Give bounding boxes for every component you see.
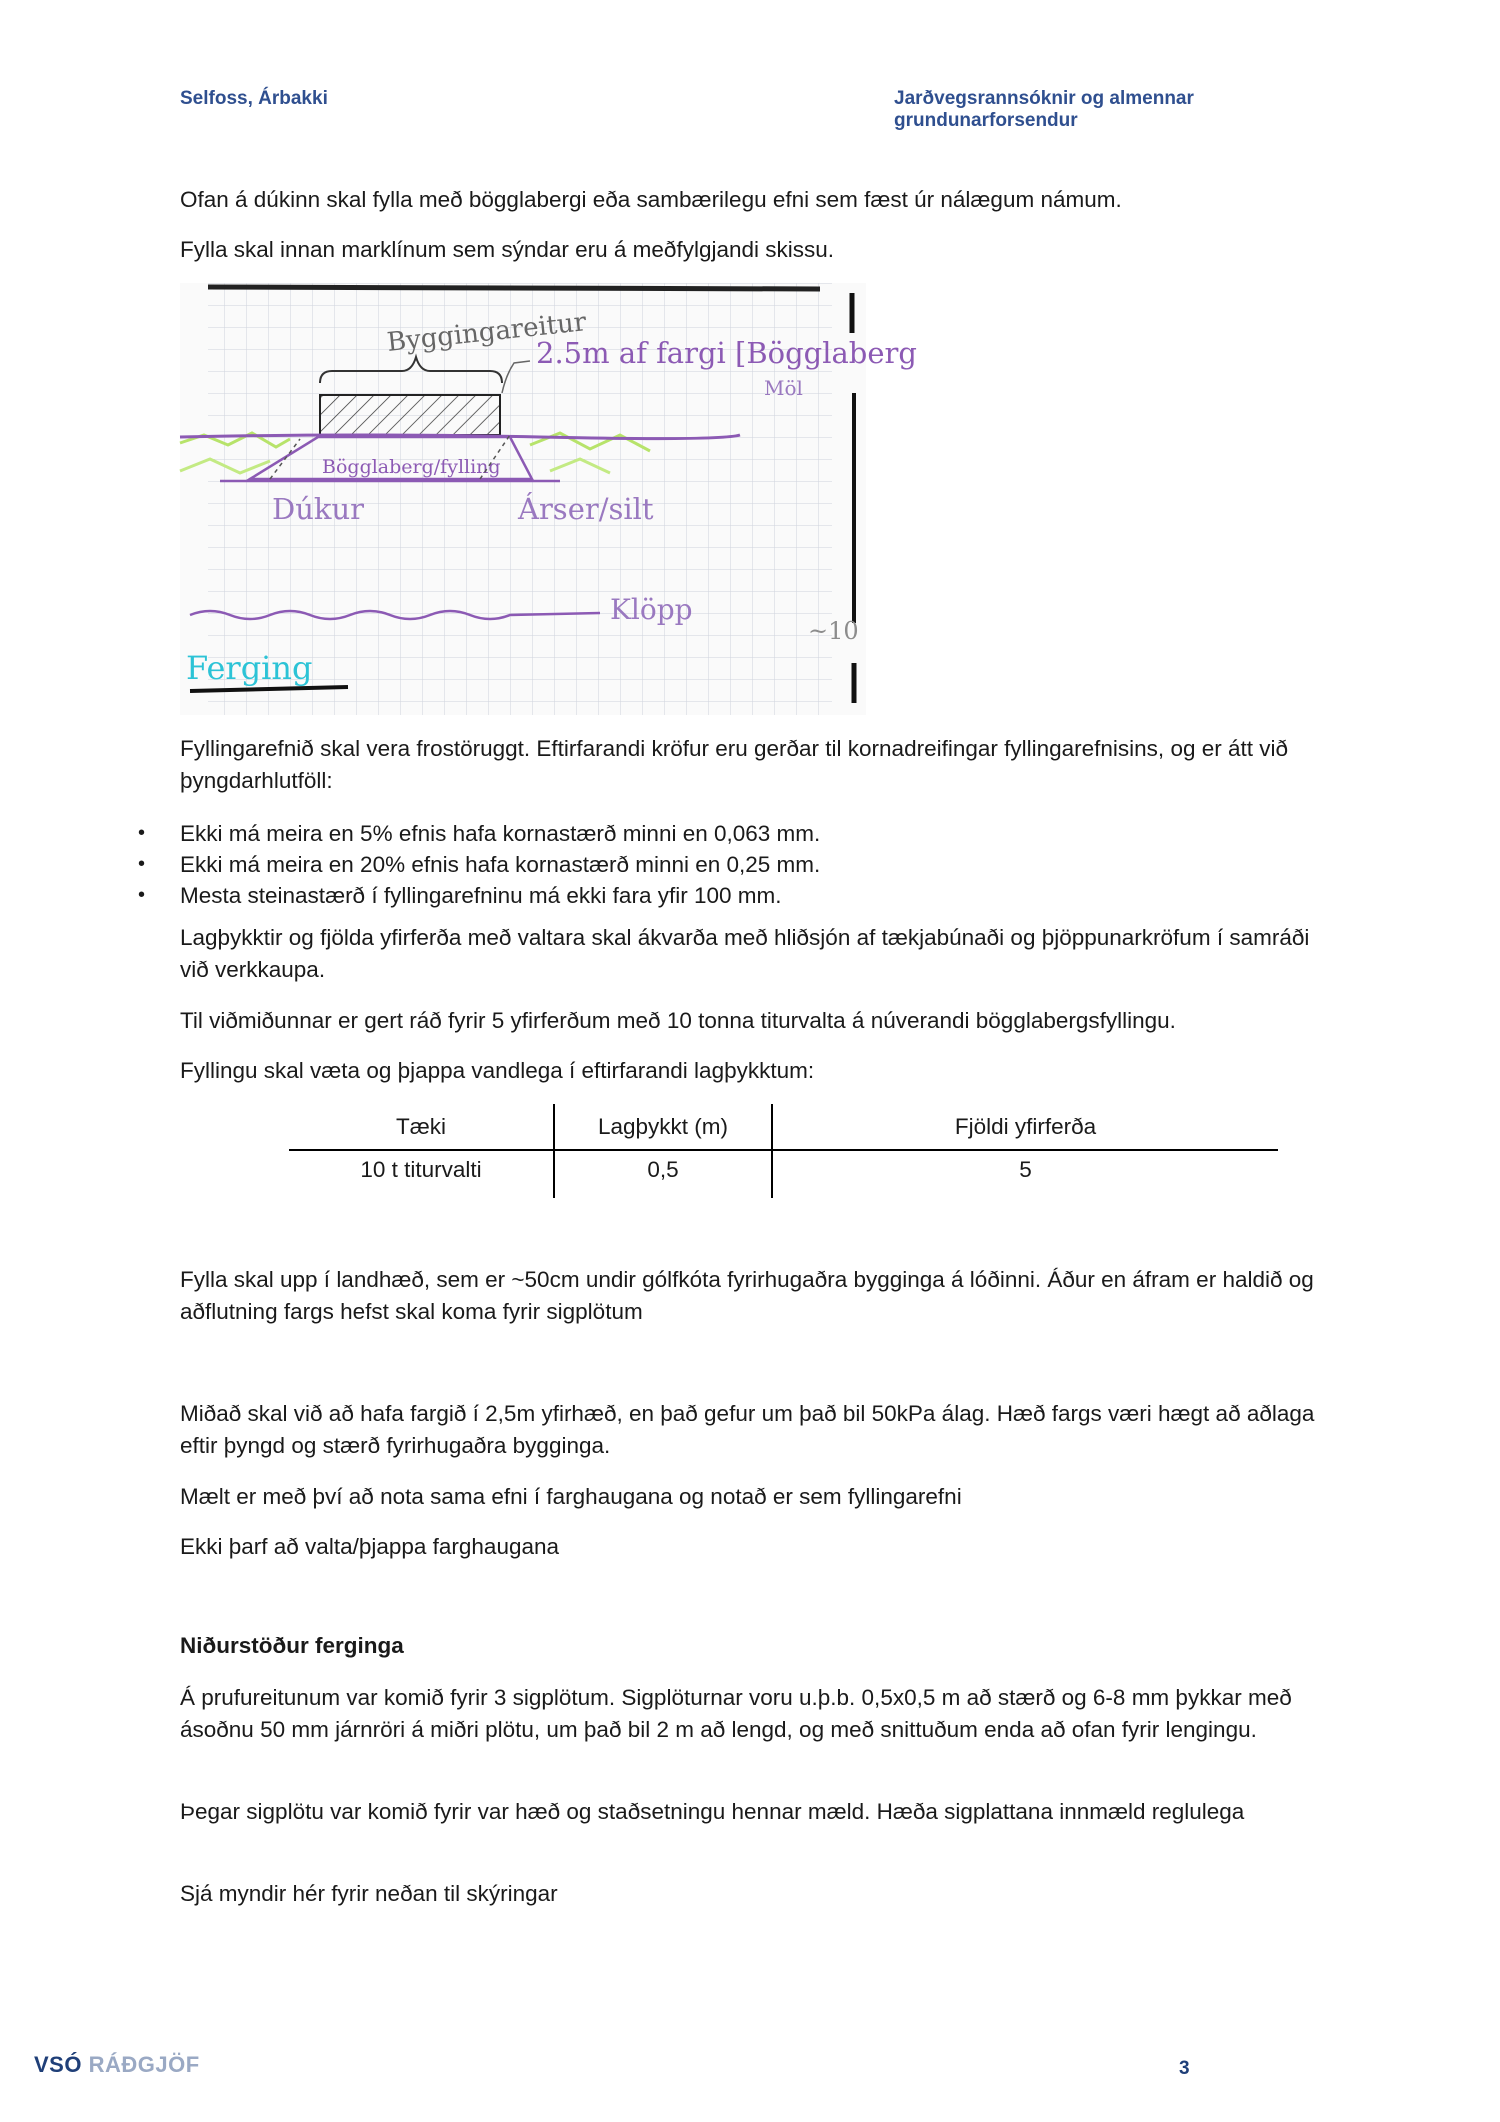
label-fill: Bögglaberg/fylling [322,456,501,478]
bullet-item-3: • Mesta steinastærð í fyllingarefninu má ekki fara yfir 100 mm. [180,880,781,911]
fill-sketch [180,283,917,715]
label-arser: Árser/silt [518,492,654,526]
table-header: Fjöldi yfirferða [772,1104,1278,1150]
logo-vso: VSÓ [34,2052,82,2077]
label-byggingareitur: Byggingareitur [385,307,588,358]
results-paragraph-3: Sjá myndir hér fyrir neðan til skýringar [180,1881,558,1906]
header-right [894,88,1314,132]
label-mol: Möl [764,376,803,400]
label-fargi: 2.5m af fargi [Bögglaberg [536,336,917,370]
paragraph-ekki: Ekki þarf að valta/þjappa farghaugana [180,1534,560,1559]
table-row [289,1150,1278,1198]
table-header: Lagþykkt (m) [554,1104,772,1150]
building-footprint [320,395,500,435]
label-ferging: Ferging [186,649,313,687]
paragraph-fyllingu: Fyllingu skal væta og þjappa vandlega í eftirfarandi lagþykktum: [180,1058,815,1083]
table-cell: 0,5 [554,1150,772,1198]
header-right-line2: grundunarforsendur [894,110,1078,131]
header-left: Selfoss, Árbakki [180,88,328,109]
results-heading: Niðurstöður ferginga [180,1633,404,1658]
logo-radgjof: RÁÐGJÖF [88,2052,200,2077]
table-cell: 10 t titurvalti [289,1150,554,1198]
bullet-item-2: • Ekki má meira en 20% efnis hafa kornastærð minni en 0,25 mm. [180,849,820,880]
label-dukur: Dúkur [272,492,365,526]
page-number: 3 [1179,2058,1190,2079]
sketch-drawing [180,283,917,715]
paragraph-landhaed: Fylla skal upp í landhæð, sem er ~50cm undir gólfkóta fyrirhugaðra bygginga á lóðinni. Áður en áfram er haldið og aðflutning fargs hefst skal koma fyrir sigplötum [180,1267,1314,1324]
results-paragraph-1: Á prufureitunum var komið fyrir 3 sigplötum. Sigplöturnar voru u.þ.b. 0,5x0,5 m að stærð og 6-8 mm þykkar með ásoðnu 50 mm járnröri á miðri plötu, um það bil 2 m að lengd, og með snittuðum enda að ofan fyrir lengingu. [180,1685,1292,1742]
label-klopp: Klöpp [610,593,693,626]
intro-paragraph-1: Ofan á dúkinn skal fylla með bögglabergi eða sambærilegu efni sem fæst úr nálægum námum. [180,187,1122,212]
intro-paragraph-2: Fylla skal innan marklínum sem sýndar eru á meðfylgjandi skissu. [180,237,835,262]
results-paragraph-2: Þegar sigplötu var komið fyrir var hæð og staðsetningu hennar mæld. Hæða sigplattana innmæld reglulega [180,1799,1245,1824]
paragraph-lagthykktir: Lagþykktir og fjölda yfirferða með valtara skal ákvarða með hliðsjón af tækjabúnaði og þjöppunarkröfum í samráði við verkkaupa. [180,925,1310,982]
table-header: Tæki [289,1104,554,1150]
company-logo [34,2052,200,2078]
compaction-table [289,1104,1278,1198]
table-header-row [289,1104,1278,1150]
table-cell: 5 [1019,1157,1032,1182]
fill-material-intro: Fyllingarefnið skal vera frostöruggt. Eftirfarandi kröfur eru gerðar til kornadreifingar fyllingarefnisins, og er átt við þyngdarhlutföll: [180,736,1289,793]
label-depth: ~10 [808,617,859,645]
paragraph-midad: Miðað skal við að hafa fargið í 2,5m yfirhæð, en það gefur um það bil 50kPa álag. Hæð fargs væri hægt að aðlaga eftir þyngd og stærð fyrirhugaðra bygginga. [180,1401,1315,1458]
bullet-item-1: • Ekki má meira en 5% efnis hafa kornastærð minni en 0,063 mm. [180,818,820,849]
paragraph-vidmidun: Til viðmiðunnar er gert ráð fyrir 5 yfirferðum með 10 tonna titurvalta á núverandi bögglabergsfyllingu. [180,1008,1176,1033]
header-right-line1: Jarðvegsrannsóknir og almennar [894,88,1194,109]
paragraph-maelt: Mælt er með því að nota sama efni í farghaugana og notað er sem fyllingarefni [180,1484,962,1509]
